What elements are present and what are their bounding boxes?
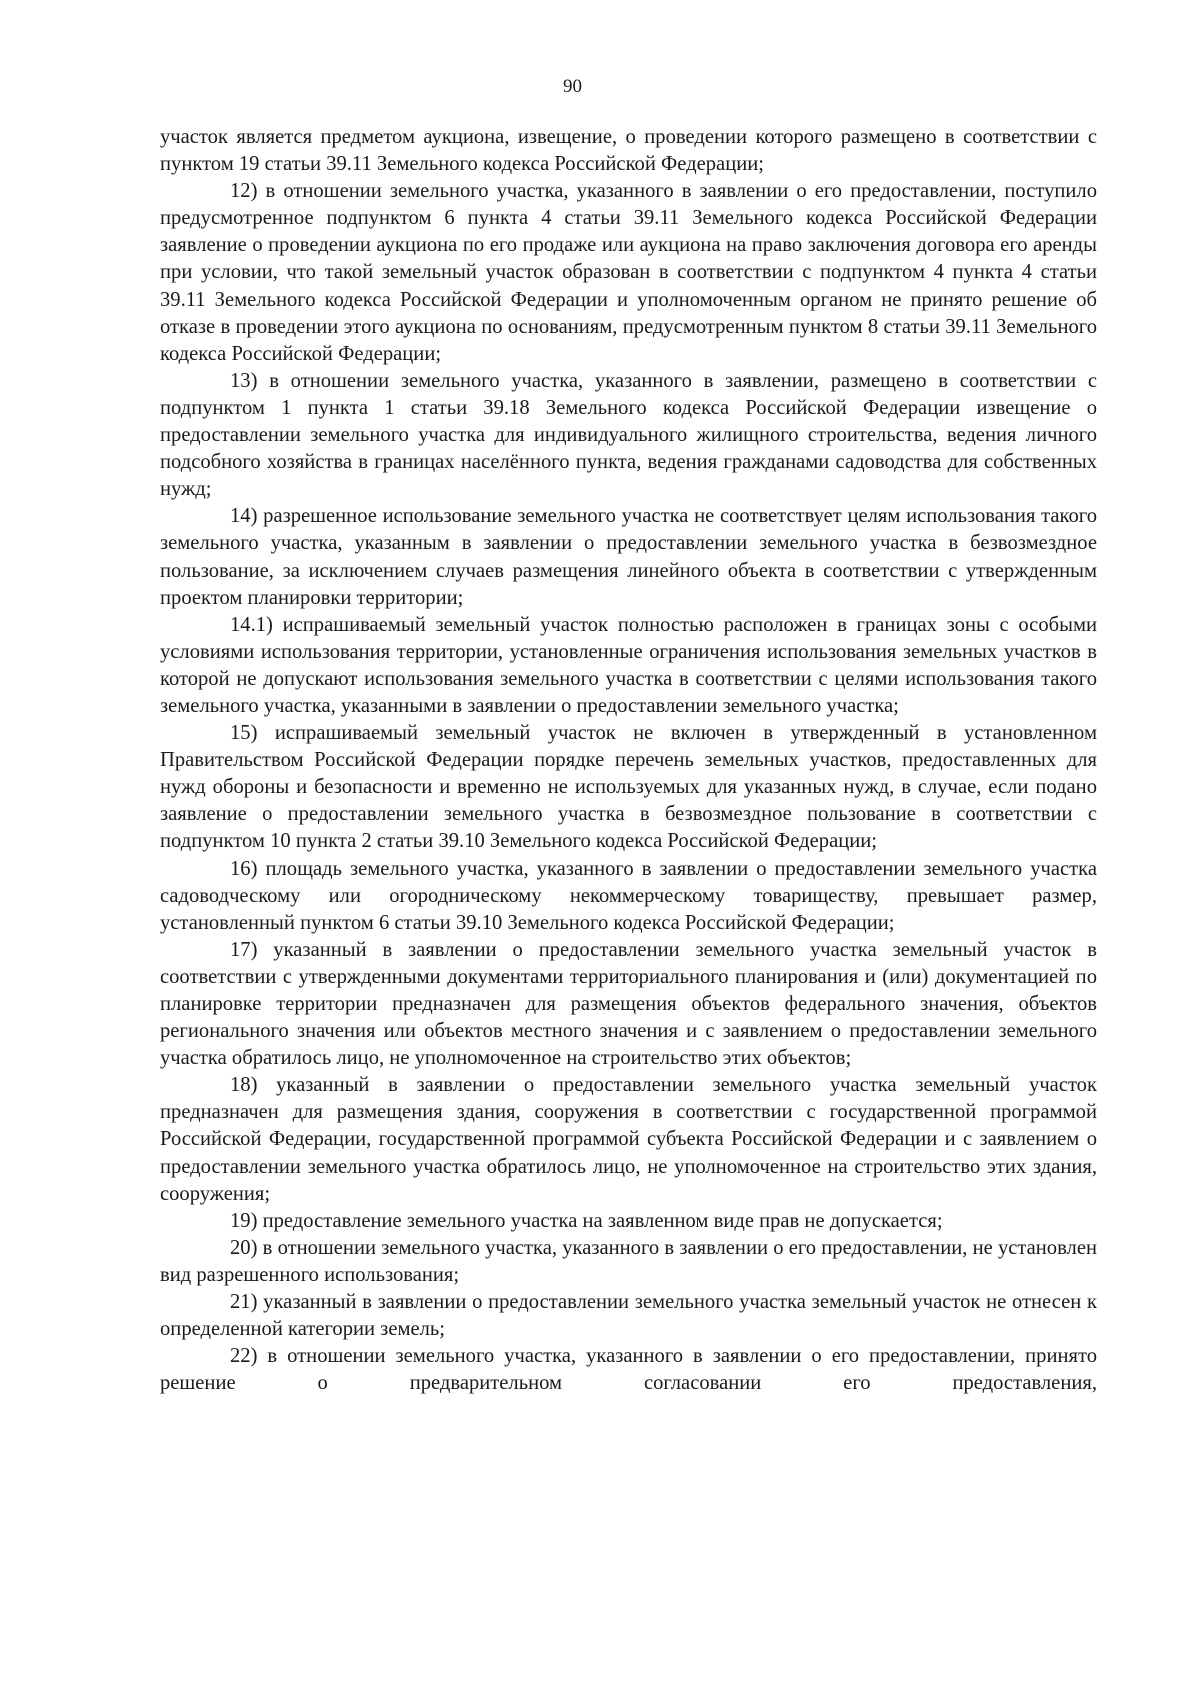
page-number: 90 (563, 76, 582, 97)
paragraph-continuation: участок является предметом аукциона, извещение, о проведении которого размещено в соответствии с пунктом 19 статьи 39.11 Земельного кодекса Российской Федерации; (160, 126, 1097, 176)
paragraph-item-22: 22) в отношении земельного участка, указанного в заявлении о его предоставлении, принято решение о предварительном согласовании его предоставления, (160, 1345, 1097, 1395)
paragraph-item-20: 20) в отношении земельного участка, указанного в заявлении о его предоставлении, не установлен вид разрешенного использования; (160, 1236, 1097, 1286)
paragraph-item-19: 19) предоставление земельного участка на заявленном виде прав не допускается; (230, 1209, 943, 1232)
paragraph-item-15: 15) испрашиваемый земельный участок не включен в утвержденный в установленном Правительством Российской Федерации порядке перечень земельных участков, предоставленных для нужд обороны и безопасности и временно не используемых для указанных нужд, в случае, если подано заявление о предоставлении земельного участка в безвозмездное пользование в соответствии с подпунктом 10 пункта 2 статьи 39.10 Земельного кодекса Российской Федерации; (160, 722, 1097, 853)
paragraph-item-16: 16) площадь земельного участка, указанного в заявлении о предоставлении земельного участка садоводческому или огородническому некоммерческому товариществу, превышает размер, установленный пунктом 6 статьи 39.10 Земельного кодекса Российской Федерации; (160, 857, 1097, 934)
document-body (160, 124, 1097, 1397)
paragraph-item-12: 12) в отношении земельного участка, указанного в заявлении о его предоставлении, поступило предусмотренное подпунктом 6 пункта 4 статьи 39.11 Земельного кодекса Российской Федерации заявление о проведении аукциона по его продаже или аукциона на право заключения договора его аренды при условии, что такой земельный участок образован в соответствии с подпунктом 4 пункта 4 статьи 39.11 Земельного кодекса Российской Федерации и уполномоченным органом не принято решение об отказе в проведении этого аукциона по основаниям, предусмотренным пунктом 8 статьи 39.11 Земельного кодекса Российской Федерации; (160, 180, 1097, 365)
paragraph-item-13: 13) в отношении земельного участка, указанного в заявлении, размещено в соответствии с подпунктом 1 пункта 1 статьи 39.18 Земельного кодекса Российской Федерации извещение о предоставлении земельного участка для индивидуального жилищного строительства, ведения личного подсобного хозяйства в границах населённого пункта, ведения гражданами садоводства для собственных нужд; (160, 369, 1097, 501)
paragraph-item-14: 14) разрешенное использование земельного участка не соответствует целям использования такого земельного участка, указанным в заявлении о предоставлении земельного участка в безвозмездное пользование, за исключением случаев размещения линейного объекта в соответствии с утвержденным проектом планировки территории; (160, 505, 1097, 609)
paragraph-item-14-1: 14.1) испрашиваемый земельный участок полностью расположен в границах зоны с особыми условиями использования территории, установленные ограничения использования земельных участков в которой не допускают использования земельного участка в соответствии с целями использования такого земельного участка, указанными в заявлении о предоставлении земельного участка; (160, 613, 1097, 717)
paragraph-item-21: 21) указанный в заявлении о предоставлении земельного участка земельный участок не отнесен к определенной категории земель; (160, 1291, 1097, 1341)
paragraph-item-17: 17) указанный в заявлении о предоставлении земельного участка земельный участок в соответствии с утвержденными документами территориального планирования и (или) документацией по планировке территории предназначен для размещения объектов федерального значения, объектов регионального значения или объектов местного значения и с заявлением о предоставлении земельного участка обратилось лицо, не уполномоченное на строительство этих объектов; (160, 938, 1097, 1070)
paragraph-item-18: 18) указанный в заявлении о предоставлении земельного участка земельный участок предназначен для размещения здания, сооружения в соответствии с государственной программой Российской Федерации, государственной программой субъекта Российской Федерации и с заявлением о предоставлении земельного участка обратилось лицо, не уполномоченное на строительство этих здания, сооружения; (160, 1074, 1097, 1205)
